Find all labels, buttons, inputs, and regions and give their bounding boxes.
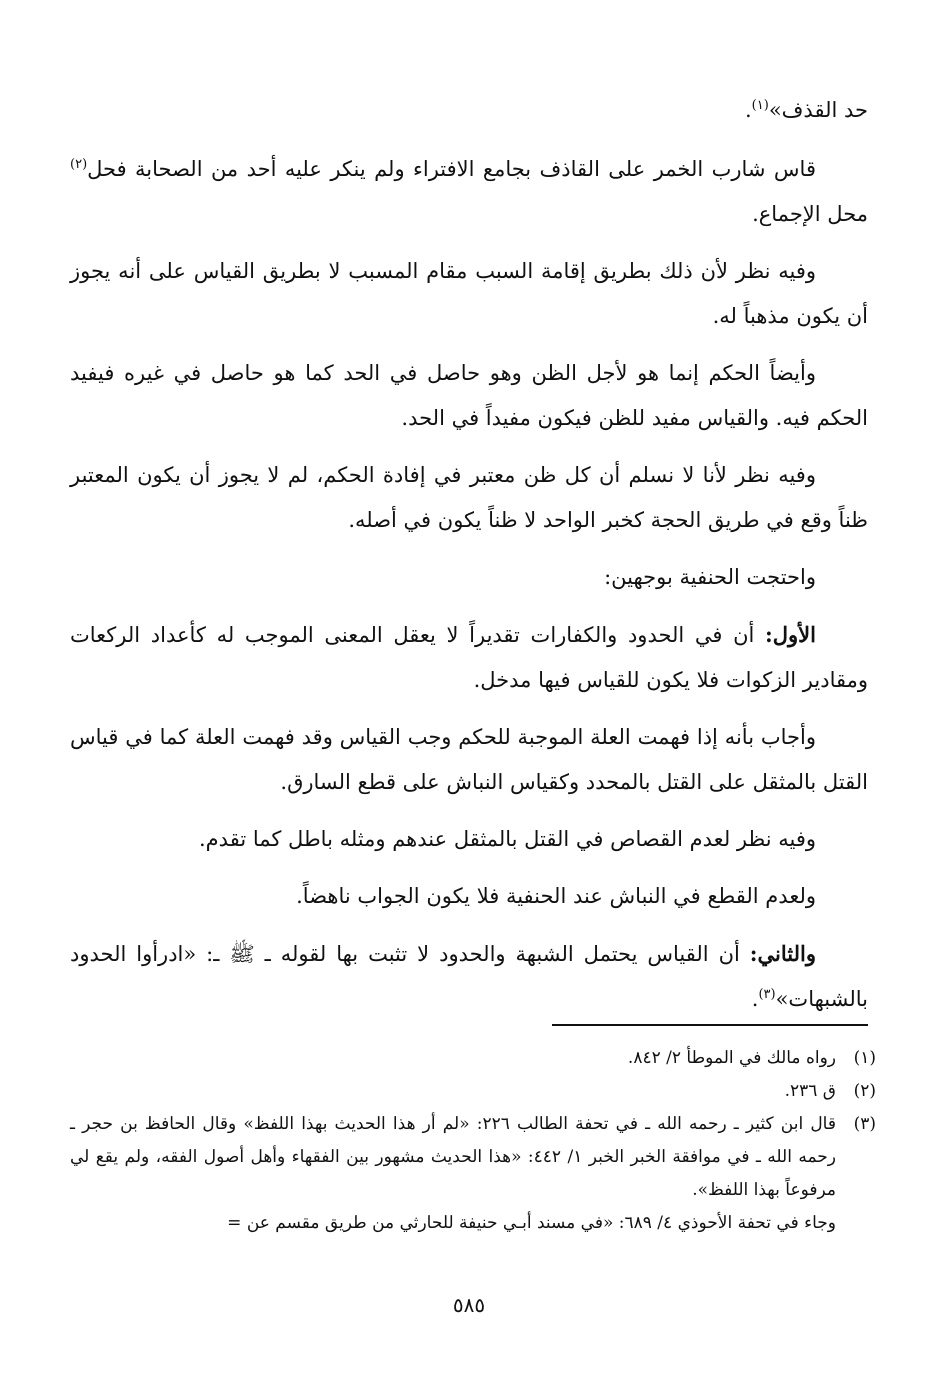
footnote-text: رواه مالك في الموطأ ٢/ ٨٤٢. bbox=[627, 1048, 836, 1068]
footnote-text: قال ابن كثير ـ رحمه الله ـ في تحفة الطالب ٢٢٦: «لم أر هذا الحديث بهذا اللفظ» وقال الحافظ بن حجر ـ رحمه الله ـ في موافقة الخبر الخبر ١/ ٤٤٢: «هذا الحديث مشهور بين الفقهاء وأهل أصول الفقه، ولم يقع لي مرفوعاً بهذا اللفظ». bbox=[70, 1114, 836, 1200]
footnote-number: (١) bbox=[853, 1048, 876, 1068]
page-number: ٥٨٥ bbox=[452, 1293, 486, 1317]
footnote-number: (٣) bbox=[853, 1114, 876, 1134]
paragraph-text: وأجاب بأنه إذا فهمت العلة الموجبة للحكم وجب القياس وقد فهمت العلة كما في قياس القتل بالمثقل على القتل بالمحدد وكقياس النباش على قطع السارق. bbox=[70, 725, 868, 794]
paragraph-3 bbox=[70, 249, 868, 339]
footnote-text: ق ٢٣٦. bbox=[784, 1081, 836, 1101]
footnotes bbox=[70, 1042, 876, 1240]
footnote-3 bbox=[70, 1108, 876, 1207]
footnote-continuation: وجاء في تحفة الأحوذي ٤/ ٦٨٩: «في مسند أبـي حنيفة للحارثي من طريق مقسم عن = bbox=[227, 1213, 836, 1233]
paragraph-8 bbox=[70, 715, 868, 805]
paragraph-tail: محل الإجماع. bbox=[752, 202, 868, 226]
paragraph-2 bbox=[70, 147, 868, 237]
paragraph-lead: الأول: bbox=[765, 622, 816, 647]
paragraph-5 bbox=[70, 453, 868, 543]
footnote-ref-1: (١) bbox=[751, 98, 769, 113]
paragraph-7 bbox=[70, 612, 868, 703]
paragraph-text: حد القذف» bbox=[768, 98, 868, 122]
paragraph-9 bbox=[70, 817, 868, 862]
paragraph-text: أن القياس يحتمل الشبهة والحدود لا تثبت بها لقوله ـ ﷺ ـ: «ادرأوا الحدود بالشبهات» bbox=[70, 942, 868, 1011]
paragraph-text: وفيه نظر لأن ذلك بطريق إقامة السبب مقام المسبب لا بطريق القياس على أنه يجوز أن يكون مذهباً له. bbox=[70, 259, 868, 328]
paragraph-6 bbox=[70, 555, 868, 600]
main-text bbox=[70, 88, 868, 1034]
paragraph-11 bbox=[70, 931, 868, 1022]
paragraph-tail: . bbox=[744, 98, 752, 122]
paragraph-lead: والثاني: bbox=[749, 941, 816, 966]
paragraph-text: ولعدم القطع في النباش عند الحنفية فلا يكون الجواب ناهضاً. bbox=[296, 884, 816, 908]
footnote-number: (٢) bbox=[853, 1081, 876, 1101]
paragraph-tail: . bbox=[751, 987, 759, 1011]
paragraph-text: وفيه نظر لعدم القصاص في القتل بالمثقل عندهم ومثله باطل كما تقدم. bbox=[199, 827, 816, 851]
paragraph-1 bbox=[70, 88, 868, 133]
footnote-ref-2: (٢) bbox=[70, 157, 88, 172]
paragraph-4 bbox=[70, 351, 868, 441]
footnote-ref-3: (٣) bbox=[758, 987, 776, 1002]
paragraph-text: وأيضاً الحكم إنما هو لأجل الظن وهو حاصل في الحد كما هو حاصل في غيره فيفيد الحكم فيه. والقياس مفيد للظن فيكون مفيداً في الحد. bbox=[70, 361, 868, 430]
footnote-1 bbox=[70, 1042, 876, 1075]
footnote-separator bbox=[552, 1024, 868, 1026]
paragraph-text: أن في الحدود والكفارات تقديراً لا يعقل المعنى الموجب له كأعداد الركعات ومقادير الزكوات فلا يكون للقياس فيها مدخل. bbox=[70, 623, 868, 692]
footnote-2 bbox=[70, 1075, 876, 1108]
paragraph-text: واحتجت الحنفية بوجهين: bbox=[604, 565, 816, 589]
paragraph-10 bbox=[70, 874, 868, 919]
paragraph-text: وفيه نظر لأنا لا نسلم أن كل ظن معتبر في إفادة الحكم، لم لا يجوز أن يكون المعتبر ظناً وقع في طريق الحجة كخبر الواحد لا ظناً يكون في أصله. bbox=[70, 463, 868, 532]
paragraph-text: قاس شارب الخمر على القاذف بجامع الافتراء ولم ينكر عليه أحد من الصحابة فحل bbox=[87, 157, 816, 181]
